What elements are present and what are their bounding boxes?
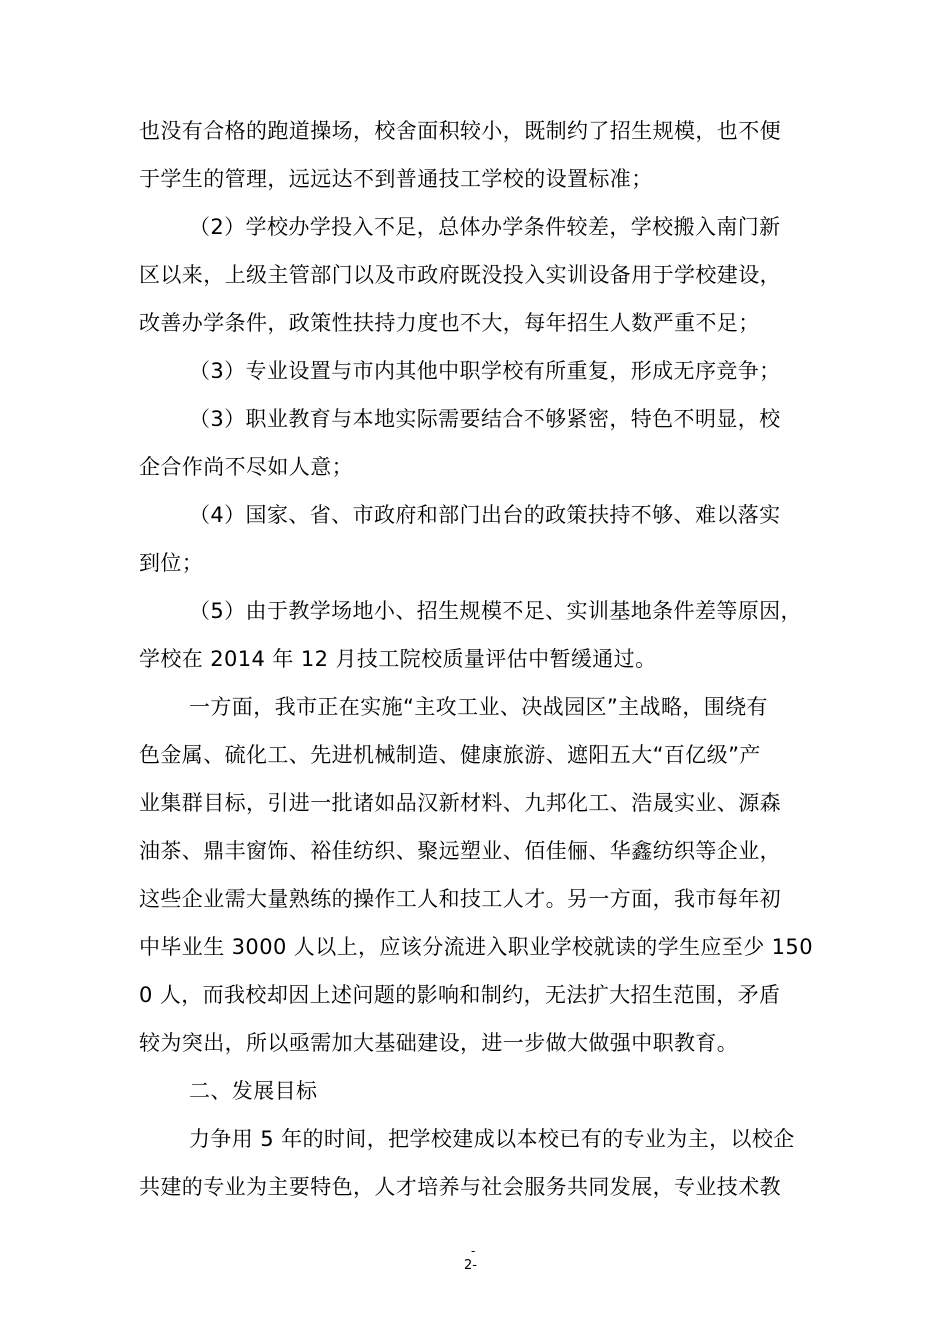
text-line: 学校在 2014 年 12 月技工院校质量评估中暂缓通过。 [139, 647, 657, 671]
section-heading: 二、发展目标 [189, 1079, 318, 1103]
text-line: （5）由于教学场地小、招生规模不足、实训基地条件差等原因， [189, 599, 802, 623]
text-line: 一方面，我市正在实施“主攻工业、决战园区”主战略，围绕有 [189, 695, 768, 719]
text-line: 较为突出，所以亟需加大基础建设，进一步做大做强中职教育。 [139, 1031, 739, 1055]
text-line: 企合作尚不尽如人意； [139, 455, 353, 479]
text-line: 区以来，上级主管部门以及市政府既没投入实训设备用于学校建设， [139, 263, 781, 287]
page-number: 2- [464, 1258, 477, 1273]
text-line: （3）职业教育与本地实际需要结合不够紧密，特色不明显，校 [189, 407, 781, 431]
text-line: 到位； [139, 551, 204, 575]
text-line: 改善办学条件，政策性扶持力度也不大，每年招生人数严重不足； [139, 311, 760, 335]
text-line: 也没有合格的跑道操场，校舍面积较小，既制约了招生规模，也不便 [139, 119, 781, 143]
text-line: （4）国家、省、市政府和部门出台的政策扶持不够、难以落实 [189, 503, 781, 527]
text-line: 业集群目标，引进一批诸如品汉新材料、九邦化工、浩晟实业、源森 [139, 791, 781, 815]
text-line: 油茶、鼎丰窗饰、裕佳纺织、聚远塑业、佰佳俪、华鑫纺织等企业， [139, 839, 781, 863]
text-line: 0 人，而我校却因上述问题的影响和制约，无法扩大招生范围，矛盾 [139, 983, 781, 1007]
text-line: 中毕业生 3000 人以上，应该分流进入职业学校就读的学生应至少 150 [139, 935, 813, 959]
text-line: 于学生的管理，远远达不到普通技工学校的设置标准； [139, 167, 653, 191]
text-line: 色金属、硫化工、先进机械制造、健康旅游、遮阳五大“百亿级”产 [139, 743, 761, 767]
text-line: （3）专业设置与市内其他中职学校有所重复，形成无序竞争； [189, 359, 781, 383]
page-footer-dash: - [471, 1244, 476, 1258]
text-line: 共建的专业为主要特色，人才培养与社会服务共同发展，专业技术教 [139, 1175, 781, 1199]
text-line: 这些企业需大量熟练的操作工人和技工人才。另一方面，我市每年初 [139, 887, 781, 911]
text-line: （2）学校办学投入不足，总体办学条件较差，学校搬入南门新 [189, 215, 781, 239]
text-line: 力争用 5 年的时间，把学校建成以本校已有的专业为主，以校企 [189, 1127, 795, 1151]
